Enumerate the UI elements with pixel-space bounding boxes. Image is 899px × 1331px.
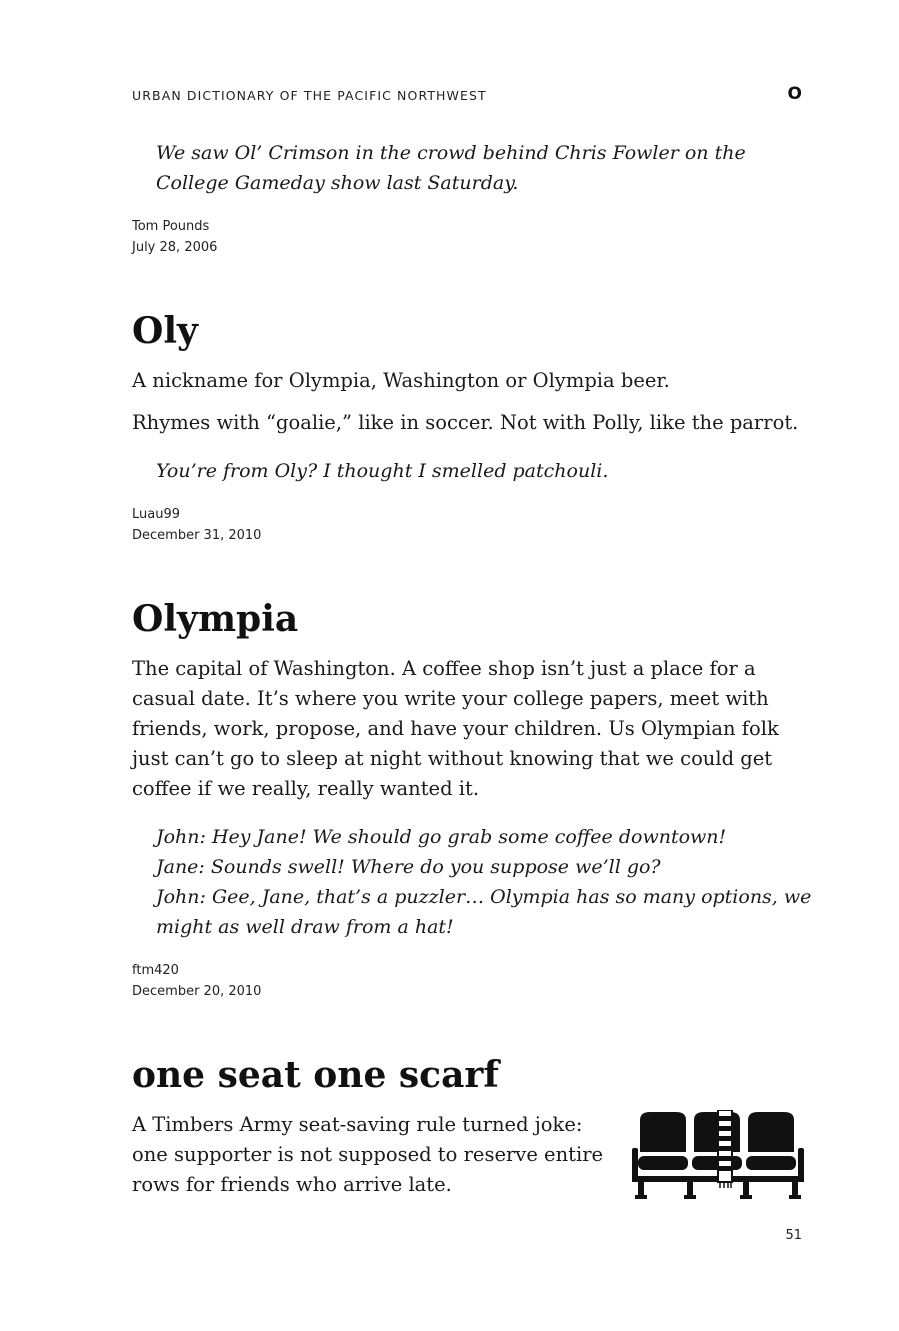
running-head: URBAN DICTIONARY OF THE PACIFIC NORTHWEST (132, 88, 487, 103)
example-line: College Gameday show last Saturday. (156, 172, 519, 194)
author-name: ftm420 (132, 963, 179, 978)
entry-definition (132, 366, 670, 396)
definition-line: A nickname for Olympia, Washington or Olympia beer. (132, 369, 670, 392)
entry-date: December 20, 2010 (132, 984, 262, 999)
entry-definition (132, 408, 798, 438)
entry-definition (132, 1110, 603, 1200)
entry-example (156, 822, 812, 942)
entry-byline (132, 504, 261, 546)
definition-line: one supporter is not supposed to reserve entire (132, 1143, 604, 1166)
example-line: John: Gee, Jane, that’s a puzzler… Olympia has so many options, we (156, 886, 812, 908)
definition-line: coffee if we really, really wanted it. (132, 777, 480, 800)
example-line: You’re from Oly? I thought I smelled patchouli. (156, 460, 609, 482)
entry-date: July 28, 2006 (132, 240, 218, 255)
definition-line: just can’t go to sleep at night without knowing that we could get (132, 747, 773, 770)
entry-byline (132, 216, 217, 258)
example-line: John: Hey Jane! We should go grab some coffee downtown! (156, 826, 727, 848)
definition-line: rows for friends who arrive late. (132, 1173, 452, 1196)
example-line: might as well draw from a hat! (156, 916, 454, 938)
entry-byline (132, 960, 261, 1002)
section-letter: O (787, 84, 802, 104)
definition-line: friends, work, propose, and have your children. Us Olympian folk (132, 717, 779, 740)
entry-example (156, 138, 806, 198)
definition-line: A Timbers Army seat-saving rule turned joke: (132, 1113, 583, 1136)
entry-headword: Oly (132, 310, 198, 352)
entry-date: December 31, 2010 (132, 528, 262, 543)
entry-headword: Olympia (132, 598, 299, 640)
entry-headword: one seat one scarf (132, 1054, 499, 1096)
stadium-seats-with-scarf-icon (632, 1110, 804, 1200)
example-line: We saw Ol’ Crimson in the crowd behind Chris Fowler on the (156, 142, 746, 164)
author-name: Luau99 (132, 507, 181, 522)
example-line: Jane: Sounds swell! Where do you suppose we’ll go? (156, 856, 661, 878)
definition-line: Rhymes with “goalie,” like in soccer. Not with Polly, like the parrot. (132, 411, 799, 434)
author-name: Tom Pounds (132, 219, 210, 234)
page-number: 51 (785, 1228, 802, 1243)
entry-example (156, 456, 806, 486)
entry-definition (132, 654, 779, 804)
definition-line: The capital of Washington. A coffee shop isn’t just a place for a (132, 657, 756, 680)
definition-line: casual date. It’s where you write your college papers, meet with (132, 687, 769, 710)
